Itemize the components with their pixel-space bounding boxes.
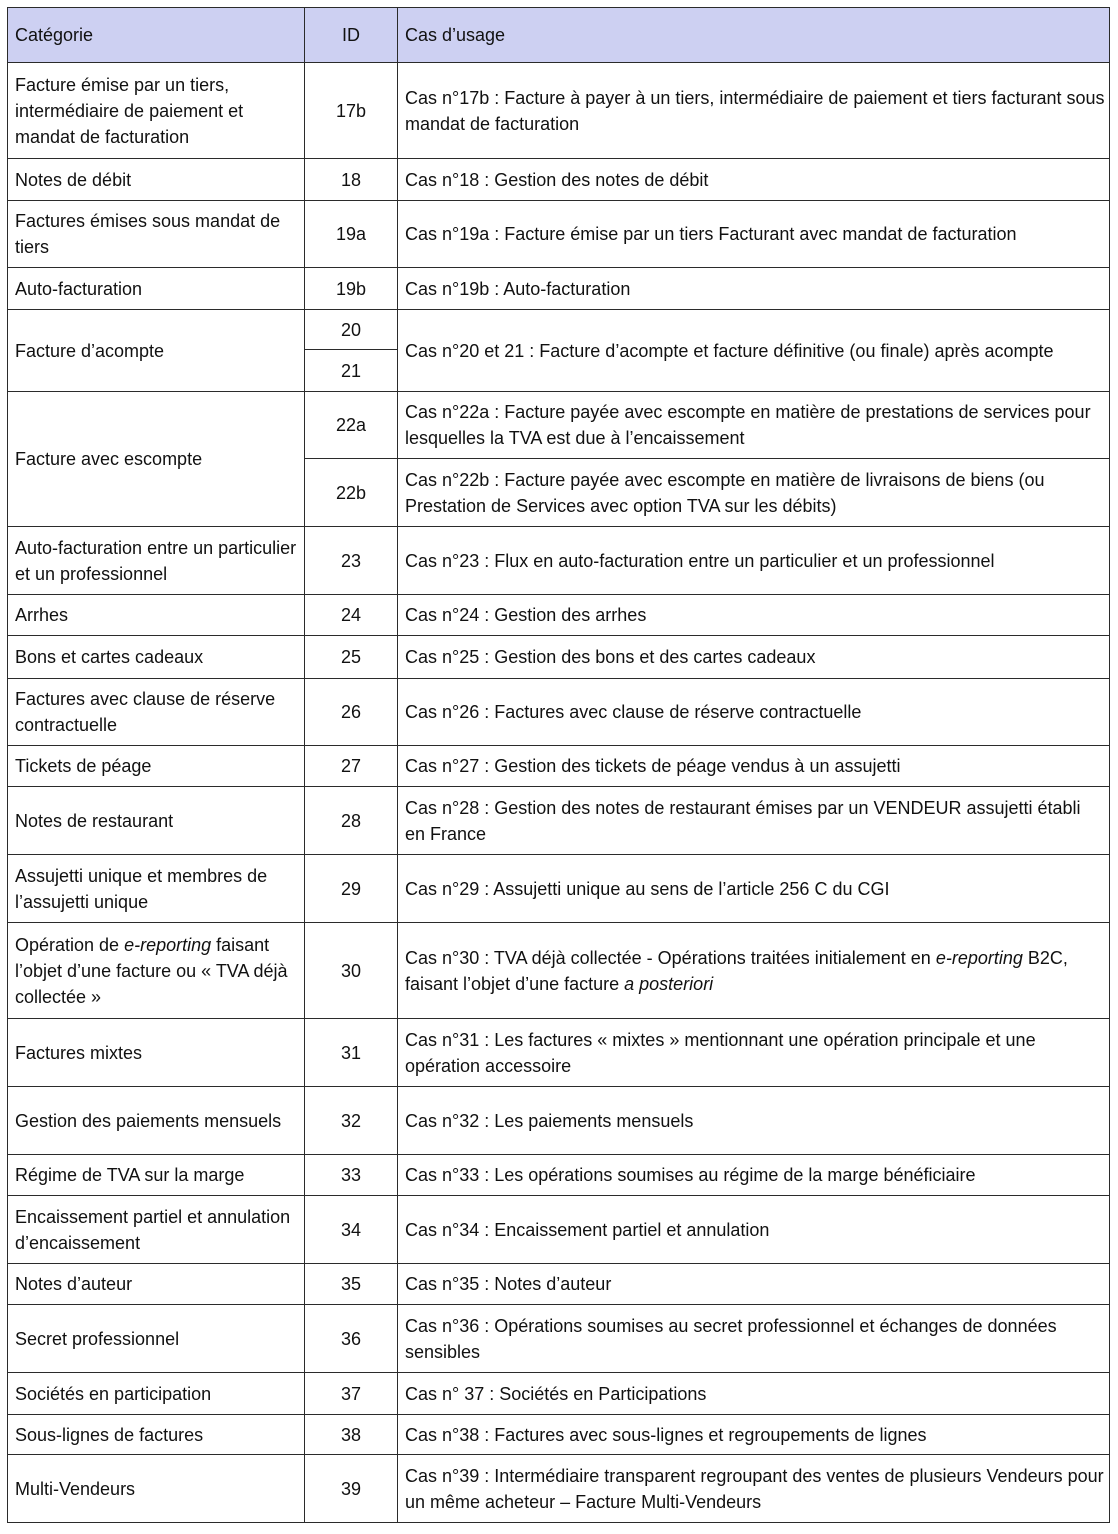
row-use-case: Cas n°26 : Factures avec clause de réserve contractuelle: [398, 679, 1110, 746]
table-row: [8, 855, 1110, 923]
row-id: 26: [305, 679, 398, 746]
use-case-table: [7, 7, 1110, 1523]
row-use-case: Cas n°22b : Facture payée avec escompte en matière de livraisons de biens (ou Prestation de Services avec option TVA sur les débits): [398, 459, 1110, 527]
use-case-text-italic: a posteriori: [624, 973, 714, 994]
row-id: 38: [305, 1415, 398, 1455]
table-row: [8, 201, 1110, 268]
row-use-case: Cas n°34 : Encaissement partiel et annulation: [398, 1196, 1110, 1264]
row-id: 39: [305, 1455, 398, 1523]
row-use-case: Cas n°25 : Gestion des bons et des cartes cadeaux: [398, 636, 1110, 679]
row-id: 21: [305, 350, 398, 392]
row-category: Notes de débit: [8, 159, 305, 201]
row-category: Auto-facturation entre un particulier et un professionnel: [8, 527, 305, 595]
row-id: 32: [305, 1087, 398, 1155]
row-id: 19a: [305, 201, 398, 268]
table-row: [8, 1264, 1110, 1305]
row-id: 23: [305, 527, 398, 595]
row-use-case: Cas n°28 : Gestion des notes de restaurant émises par un VENDEUR assujetti établi en France: [398, 787, 1110, 855]
row-use-case: Cas n°20 et 21 : Facture d’acompte et facture définitive (ou finale) après acompte: [398, 310, 1110, 392]
table-row: [8, 679, 1110, 746]
table-row: [8, 268, 1110, 310]
header-cas-usage: Cas d’usage: [398, 8, 1110, 63]
table-header-row: [8, 8, 1110, 63]
table-row: [8, 1087, 1110, 1155]
row-use-case: Cas n°38 : Factures avec sous-lignes et regroupements de lignes: [398, 1415, 1110, 1455]
table-row: [8, 1415, 1110, 1455]
row-id: 29: [305, 855, 398, 923]
row-category: Secret professionnel: [8, 1305, 305, 1373]
row-use-case: Cas n°31 : Les factures « mixtes » mentionnant une opération principale et une opération accessoire: [398, 1019, 1110, 1087]
row-use-case: Cas n°18 : Gestion des notes de débit: [398, 159, 1110, 201]
row-use-case: Cas n°33 : Les opérations soumises au régime de la marge bénéficiaire: [398, 1155, 1110, 1196]
row-category: Factures émises sous mandat de tiers: [8, 201, 305, 268]
row-category: Bons et cartes cadeaux: [8, 636, 305, 679]
table-row: [8, 159, 1110, 201]
row-id: 24: [305, 595, 398, 636]
row-category: Facture avec escompte: [8, 392, 305, 527]
row-id: 35: [305, 1264, 398, 1305]
row-id: 22b: [305, 459, 398, 527]
table-row: [8, 1155, 1110, 1196]
row-id: 18: [305, 159, 398, 201]
row-use-case: Cas n°19b : Auto-facturation: [398, 268, 1110, 310]
table-row: [8, 595, 1110, 636]
table-row: [8, 1019, 1110, 1087]
header-categorie: Catégorie: [8, 8, 305, 63]
row-category: Régime de TVA sur la marge: [8, 1155, 305, 1196]
row-category: Tickets de péage: [8, 746, 305, 787]
row-id: 28: [305, 787, 398, 855]
row-category: Notes d’auteur: [8, 1264, 305, 1305]
use-case-text-italic: e-reporting: [935, 947, 1023, 968]
row-category: Factures avec clause de réserve contractuelle: [8, 679, 305, 746]
row-category: Sociétés en participation: [8, 1373, 305, 1415]
row-id: 27: [305, 746, 398, 787]
row-use-case: Cas n°36 : Opérations soumises au secret professionnel et échanges de données sensibles: [398, 1305, 1110, 1373]
row-category: Sous-lignes de factures: [8, 1415, 305, 1455]
row-use-case: Cas n°39 : Intermédiaire transparent regroupant des ventes de plusieurs Vendeurs pour un même acheteur – Facture Multi-Vendeurs: [398, 1455, 1110, 1523]
row-category: Arrhes: [8, 595, 305, 636]
row-category: [8, 923, 305, 1019]
row-id: 31: [305, 1019, 398, 1087]
row-use-case: Cas n°29 : Assujetti unique au sens de l’article 256 C du CGI: [398, 855, 1110, 923]
header-id: ID: [305, 8, 398, 63]
table-row: [8, 746, 1110, 787]
table-row: [8, 1455, 1110, 1523]
use-case-text-part: B2C, faisant l’objet d’une facture: [405, 947, 1068, 994]
row-id: 19b: [305, 268, 398, 310]
table-row: [8, 1373, 1110, 1415]
table-row: [8, 392, 1110, 459]
row-id: 25: [305, 636, 398, 679]
row-use-case: Cas n° 37 : Sociétés en Participations: [398, 1373, 1110, 1415]
row-category: Notes de restaurant: [8, 787, 305, 855]
category-text-italic: e-reporting: [124, 934, 212, 955]
table-row: [8, 636, 1110, 679]
row-category: Encaissement partiel et annulation d’encaissement: [8, 1196, 305, 1264]
row-id: 37: [305, 1373, 398, 1415]
table-row: [8, 527, 1110, 595]
table-row: [8, 1196, 1110, 1264]
table-row: [8, 63, 1110, 159]
row-id: 20: [305, 310, 398, 350]
row-id: 36: [305, 1305, 398, 1373]
row-use-case: Cas n°32 : Les paiements mensuels: [398, 1087, 1110, 1155]
row-id: 22a: [305, 392, 398, 459]
row-use-case: Cas n°24 : Gestion des arrhes: [398, 595, 1110, 636]
row-id: 34: [305, 1196, 398, 1264]
row-use-case: Cas n°23 : Flux en auto-facturation entre un particulier et un professionnel: [398, 527, 1110, 595]
table-row: [8, 1305, 1110, 1373]
row-use-case: Cas n°35 : Notes d’auteur: [398, 1264, 1110, 1305]
row-id: 30: [305, 923, 398, 1019]
row-category: Assujetti unique et membres de l’assujetti unique: [8, 855, 305, 923]
row-category: Factures mixtes: [8, 1019, 305, 1087]
table-row: [8, 787, 1110, 855]
category-text-part: faisant l’objet d’une facture ou « TVA déjà collectée »: [15, 934, 288, 1007]
row-category: Gestion des paiements mensuels: [8, 1087, 305, 1155]
table-row: [8, 310, 1110, 350]
category-text-part: Opération de: [15, 934, 125, 955]
row-use-case: Cas n°22a : Facture payée avec escompte en matière de prestations de services pour lesquelles la TVA est due à l’encaissement: [398, 392, 1110, 459]
row-category: Multi-Vendeurs: [8, 1455, 305, 1523]
row-category: Auto-facturation: [8, 268, 305, 310]
row-category: Facture émise par un tiers, intermédiaire de paiement et mandat de facturation: [8, 63, 305, 159]
row-use-case: [398, 923, 1110, 1019]
row-use-case: Cas n°17b : Facture à payer à un tiers, intermédiaire de paiement et tiers facturant sous mandat de facturation: [398, 63, 1110, 159]
use-case-text-part: Cas n°30 : TVA déjà collectée - Opérations traitées initialement en: [405, 947, 936, 968]
row-id: 17b: [305, 63, 398, 159]
table-row: [8, 923, 1110, 1019]
row-use-case: Cas n°27 : Gestion des tickets de péage vendus à un assujetti: [398, 746, 1110, 787]
row-use-case: Cas n°19a : Facture émise par un tiers Facturant avec mandat de facturation: [398, 201, 1110, 268]
row-category: Facture d’acompte: [8, 310, 305, 392]
row-id: 33: [305, 1155, 398, 1196]
